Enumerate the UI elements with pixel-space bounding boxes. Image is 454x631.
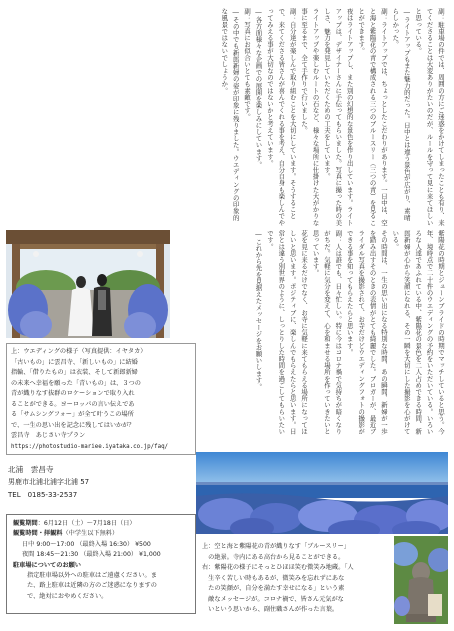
middle-article [176, 230, 446, 440]
top-article-paragraph: ライトアップや楽しむルートの石など、様々な場所に仕掛けた大がかりな事に至るまで、全て手作りで行いました。 [300, 8, 320, 226]
caption-line: 青が織りなす抜群のロケーションで取り入れ [11, 390, 135, 397]
caption-line: 右：紫陽花の様子にそっとひほほ笑む微笑み地蔵。「人 [202, 564, 354, 571]
daytime-row: 日中 9:00～17:00 （最終入場 16:30） ¥500 [22, 540, 151, 548]
parking-note: た、路上駐車は近隣の方のご迷惑になりますの [27, 582, 157, 590]
caption-line: 生辛く苦しい時もあるが、微笑みを忘れずにあな [202, 574, 345, 582]
temple-tel: TEL 0185-33-2537 [8, 491, 78, 499]
time-label: 観覧時間・拝観料 [13, 530, 63, 538]
address-block [8, 463, 198, 511]
middle-article-paragraph: 副：人は誰でも、日々忙しい。特に今はコロナ禍で気持ちが暗くなりがちだ。気軽に気分を変えて、心を和ませる場所を作っていきたいと思っています。 [311, 230, 343, 435]
plan-url-link[interactable]: https://photostudio-mariee.iyataka.co.jp/faq/ [11, 443, 169, 450]
scenery-caption [200, 540, 392, 622]
period-label: 観覧期間 [13, 520, 38, 527]
caption-line: 上：空と海と紫陽花の青が織りなす「ブルースリー」 [202, 543, 350, 550]
wedding-caption [6, 343, 196, 455]
jizo-statue-photo [394, 536, 448, 624]
caption-line: で、一生の思い出を記念に残してはいかが？ [11, 421, 135, 429]
visiting-details-box [6, 514, 196, 614]
caption-line: の未来へ幸福を願った「青いもの」は、３つの [11, 379, 141, 387]
middle-article-paragraph: 花を見に来るだけでなく、お寺に気軽に来てもらえる場所になってほしいと思います。ポジティブに、楽しんでもらえたらと思います。日常とは違う別世界のように、しっとりした時間を過ごしてもらいたいです。 [265, 230, 309, 435]
caption-line: 上：ウエディングの様子（写真提供：イヤタカ） [11, 348, 147, 355]
caption-line: 指輪、「借りたもの」は衣装、そして新郎新婦 [11, 369, 138, 376]
caption-line: の絶景。寺内にある高台から見ることができる。 [202, 553, 345, 561]
middle-article-paragraph: ―これから先を見据えたメッセージをお願いします。 [254, 230, 263, 390]
top-article-paragraph: ―各方面様々な企画での展開を楽しみにしています。 [254, 8, 263, 168]
top-article-paragraph: 副：駐車場の件では、周囲の方にご迷惑をかけてしまったことも有り、来てくださることは大変ありがたいのだが、ルールを守って見に来てほしいと思っている。 [414, 8, 445, 226]
temple-area: 北浦 雲昌寺 [8, 465, 54, 474]
top-article-paragraph: ―その中でも新郎新婦の姿が印象に残りました。ウエディングの印象的な風景ではないでしょうか。 [220, 8, 240, 221]
top-article-paragraph: 副：写真にお似合いとても素敵です。 [243, 8, 252, 121]
caption-line: 「古いもの」に雲昌寺、「新しいもの」に結婚 [11, 358, 138, 366]
caption-line: いという思いから、副住職さんが作った言葉。 [202, 606, 339, 613]
time-note: （中学生以下無料） [62, 530, 119, 538]
top-article-paragraph: 夜はライトアップし、また別の幻想的な景色を作り出しています。ライトアップは、デザイナーさんに手伝ってもらいました。写真に撮った時の美しさ、魅力を発見していただくための工夫をしています。 [322, 8, 354, 226]
parking-label: 駐車場についてのお願い [13, 561, 81, 569]
caption-line: る「サムシングフォー」が全て叶うこの場所 [11, 411, 134, 418]
nighttime-row: 夜間 18:45～21:30 （最終入場 21:00） ¥1,000 [22, 551, 161, 559]
top-article [6, 8, 446, 226]
caption-line: ることができる。ヨーロッパの言い伝えであ [11, 400, 135, 408]
middle-article-paragraph: その時間は、一生の思い出になる特別な時間、あの瞬間、新婦が一歩を踏み出すそのときの表情がとても綺麗でした。ブロガーが、最近ブライダル写真を撮影されて、お寺だけどウエディングフォトの撮影ができる事を知ってもらえたらと思います。 [345, 230, 388, 435]
top-article-paragraph: 副：自分達が楽しんで取り組むことを大切にしています。そうすることで、来てくださる皆さんが喜んでくれる事を考え、自分自身も楽しんでやってみえる事が大切なのではないかと考えています。 [265, 8, 297, 226]
top-article-paragraph: ―ライトアップもまた魅力的だった。日中とは違う景色が広がり、素晴らしかった。 [391, 8, 411, 221]
blue-three-photo [196, 452, 448, 534]
temple-street: 男鹿市北浦北浦字北浦 57 [8, 478, 90, 486]
top-article-paragraph: 副：ライトアップでは、ちょっとしたこだわりがあります。一日中は、空と海と紫陽花の青で構成される三つのブルースリー（三つの青）を見ることができます。 [357, 8, 388, 226]
caption-line: 雲昌寺 あじさい寺プラン [11, 432, 86, 439]
wedding-photo [6, 230, 170, 338]
middle-article-paragraph: 紫陽花の時期とジューンブライドの時期でマッチしていると思う。今年、境時点で二十件のウエディングの予約をいただいている。いろいろな人達であふれている中、紫陽花の景色を二人占めできる時間、新郎新婦が心から笑顔になれる、その一瞬を大切にした撮影を心がけている。 [391, 230, 445, 435]
parking-note: で、絶対におやめください。 [27, 592, 108, 600]
caption-line: 敵なメッセージが。コロナ禍で、皆さん元気がな [202, 595, 344, 603]
caption-line: たの笑顔が、自分を満たす幸せになる」という素 [202, 585, 345, 592]
parking-note: 指定駐車場以外への駐車はご遠慮ください。ま [27, 572, 157, 580]
period-value: ：6月12日（土）～7月18日（日） [37, 520, 136, 527]
